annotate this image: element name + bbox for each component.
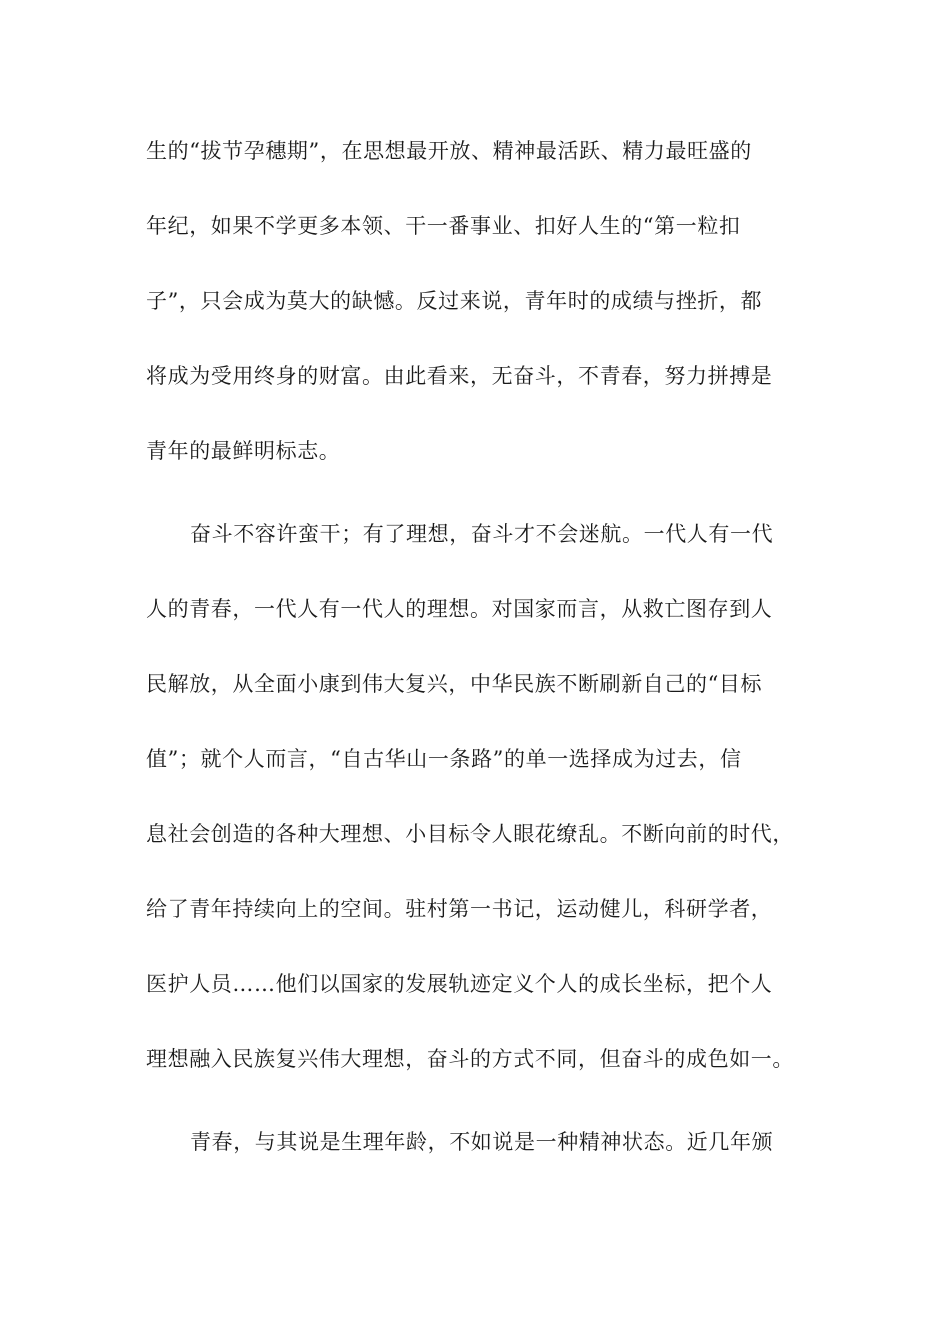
paragraph-1-line-1: 生的“拔节孕穗期”，在思想最开放、精神最活跃、精力最旺盛的 <box>146 139 752 163</box>
paragraph-1-line-2: 年纪，如果不学更多本领、干一番事业、扣好人生的“第一粒扣 <box>146 214 741 238</box>
paragraph-2-line-7: 医护人员……他们以国家的发展轨迹定义个人的成长坐标，把个人 <box>146 972 773 996</box>
paragraph-1-line-3: 子”，只会成为莫大的缺憾。反过来说，青年时的成绩与挫折，都 <box>146 289 763 313</box>
paragraph-2-line-3: 民解放，从全面小康到伟大复兴，中华民族不断刷新自己的“目标 <box>146 672 763 696</box>
paragraph-2-line-5: 息社会创造的各种大理想、小目标令人眼花缭乱。不断向前的时代， <box>146 822 794 846</box>
paragraph-1-line-5: 青年的最鲜明标志。 <box>146 439 341 463</box>
paragraph-1-line-4: 将成为受用终身的财富。由此看来，无奋斗，不青春，努力拼搏是 <box>146 364 773 388</box>
paragraph-2-line-4: 值”；就个人而言，“自古华山一条路”的单一选择成为过去，信 <box>146 747 742 771</box>
paragraph-3-line-1: 青春，与其说是生理年龄，不如说是一种精神状态。近几年颁 <box>190 1130 774 1154</box>
paragraph-2-line-2: 人的青春，一代人有一代人的理想。对国家而言，从救亡图存到人 <box>146 597 773 621</box>
paragraph-2-line-6: 给了青年持续向上的空间。驻村第一书记，运动健儿，科研学者， <box>146 897 773 921</box>
paragraph-2-line-8: 理想融入民族复兴伟大理想，奋斗的方式不同，但奋斗的成色如一。 <box>146 1047 794 1071</box>
paragraph-2-line-1: 奋斗不容许蛮干；有了理想，奋斗才不会迷航。一代人有一代 <box>190 522 774 546</box>
